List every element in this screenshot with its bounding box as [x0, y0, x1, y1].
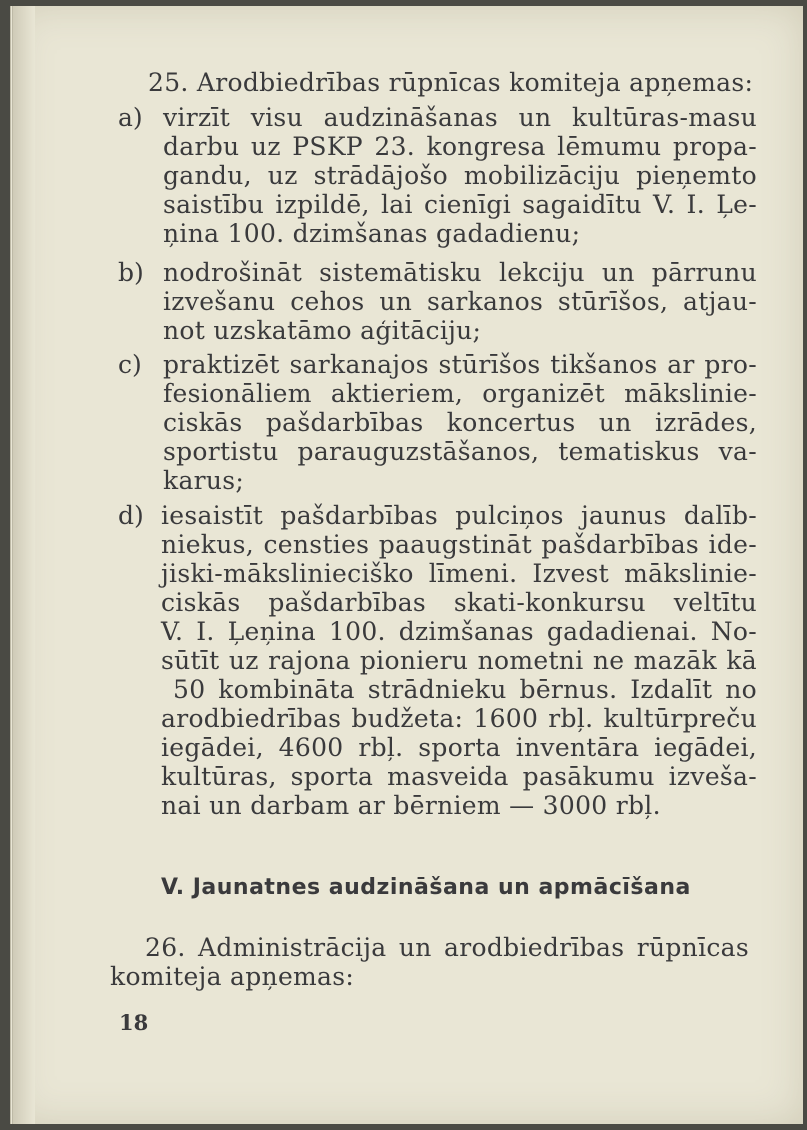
item-marker-b: b): [118, 258, 144, 287]
item-b-line: izvešanu cehos un sarkanos stūrīšos, atjau-: [163, 287, 757, 316]
item-c-line: praktizēt sarkanajos stūrīšos tikšanos ar pro-: [163, 350, 757, 379]
item-d-line: nai un darbam ar bērniem — 3000 rbļ.: [161, 791, 661, 820]
item-c-line: karus;: [163, 466, 245, 495]
item-a-line: darbu uz PSKP 23. kongresa lēmumu propa-: [163, 132, 757, 161]
item-a-line: saistību izpildē, lai cienīgi sagaidītu V. I. Ļe-: [163, 190, 757, 219]
item-b-line: nodrošināt sistemātisku lekciju un pārrunu: [163, 258, 757, 287]
item-d-line: 50 kombināta strādnieku bērnus. Izdalīt no: [173, 675, 757, 704]
item-d-line: ciskās pašdarbības skati-konkursu veltītu: [161, 588, 757, 617]
para26-line: 26. Administrācija un arodbiedrības rūpnīcas: [145, 933, 749, 962]
item-d-line: arodbiedrības budžeta: 1600 rbļ. kultūrpreču: [161, 704, 757, 733]
page-number: 18: [119, 1010, 149, 1035]
para25-intro: 25. Arodbiedrības rūpnīcas komiteja apņemas:: [148, 68, 754, 97]
item-a-line: ņina 100. dzimšanas gadadienu;: [163, 219, 581, 248]
item-d-line: kultūras, sporta masveida pasākumu izveša-: [161, 762, 757, 791]
item-c-line: ciskās pašdarbības koncertus un izrādes,: [163, 408, 757, 437]
item-c-line: fesionāliem aktieriem, organizēt mākslinie-: [163, 379, 757, 408]
item-d-line: niekus, censties paaugstināt pašdarbības ide-: [161, 530, 757, 559]
item-b-line: not uzskatāmo aģitāciju;: [163, 316, 482, 345]
item-d-line: V. I. Ļeņina 100. dzimšanas gadadienai. No-: [161, 617, 757, 646]
section-heading: V. Jaunatnes audzināšana un apmācīšana: [161, 875, 691, 900]
item-d-line: iegādei, 4600 rbļ. sporta inventāra iegādei,: [161, 733, 757, 762]
item-c-line: sportistu parauguzstāšanos, tematiskus va-: [163, 437, 757, 466]
item-d-line: jiski-mākslinieciško līmeni. Izvest mākslinie-: [161, 559, 757, 588]
para26-line: komiteja apņemas:: [110, 962, 355, 991]
page-spine: [13, 6, 35, 1124]
book-page: [10, 6, 803, 1124]
item-d-line: iesaistīt pašdarbības pulciņos jaunus dalīb-: [161, 501, 757, 530]
item-d-line: sūtīt uz rajona pionieru nometni ne mazāk kā: [161, 646, 757, 675]
item-marker-d: d): [118, 501, 144, 530]
item-a-line: gandu, uz strādājošo mobilizāciju pieņemto: [163, 161, 757, 190]
item-a-line: virzīt visu audzināšanas un kultūras-masu: [163, 103, 757, 132]
item-marker-a: a): [118, 103, 143, 132]
item-marker-c: c): [118, 350, 142, 379]
